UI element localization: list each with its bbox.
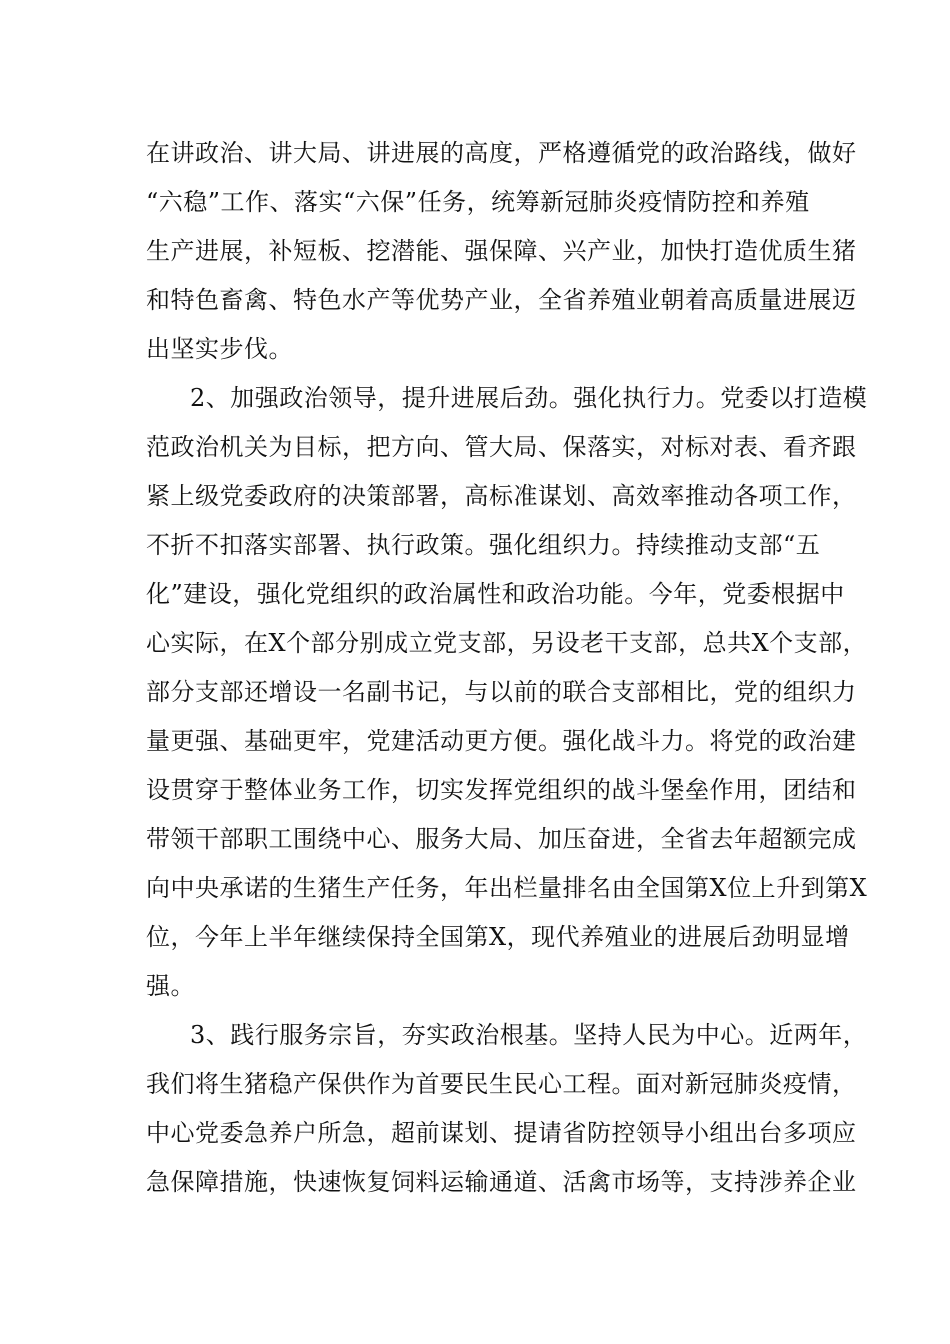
text-line: 强。 <box>146 972 195 1000</box>
text-line: 在讲政治、讲大局、讲进展的高度，严格遵循党的政治路线，做好 <box>146 139 857 167</box>
text-line: 范政治机关为目标，把方向、管大局、保落实，对标对表、看齐跟 <box>146 433 857 461</box>
text-line: 和特色畜禽、特色水产等优势产业，全省养殖业朝着高质量进展迈 <box>146 286 857 314</box>
text-line: 不折不扣落实部署、执行政策。强化组织力。持续推动支部“五 <box>146 531 821 559</box>
text-line: 急保障措施，快速恢复饲料运输通道、活禽市场等，支持涉养企业 <box>146 1168 857 1196</box>
text-line: 心实际，在X个部分别成立党支部，另设老干支部，总共X个支部， <box>146 629 868 657</box>
text-line: 化”建设，强化党组织的政治属性和政治功能。今年，党委根据中 <box>146 580 845 608</box>
text-line: 中心党委急养户所急，超前谋划、提请省防控领导小组出台多项应 <box>146 1119 857 1147</box>
paragraph-3-start: 3、践行服务宗旨，夯实政治根基。坚持人民为中心。近两年， <box>190 1021 868 1049</box>
text-line: 部分支部还增设一名副书记，与以前的联合支部相比，党的组织力 <box>146 678 857 706</box>
text-line: 带领干部职工围绕中心、服务大局、加压奋进，全省去年超额完成 <box>146 825 857 853</box>
paragraph-2-start: 2、加强政治领导，提升进展后劲。强化执行力。党委以打造模 <box>190 384 868 412</box>
text-line: 我们将生猪稳产保供作为首要民生民心工程。面对新冠肺炎疫情， <box>146 1070 857 1098</box>
text-line: “六稳”工作、落实“六保”任务，统筹新冠肺炎疫情防控和养殖 <box>146 188 810 216</box>
text-line: 量更强、基础更牢，党建活动更方便。强化战斗力。将党的政治建 <box>146 727 857 755</box>
text-line: 紧上级党委政府的决策部署，高标准谋划、高效率推动各项工作， <box>146 482 857 510</box>
text-line: 出坚实步伐。 <box>146 335 293 363</box>
text-line: 生产进展，补短板、挖潜能、强保障、兴产业，加快打造优质生猪 <box>146 237 857 265</box>
text-line: 设贯穿于整体业务工作，切实发挥党组织的战斗堡垒作用，团结和 <box>146 776 857 804</box>
text-line: 位，今年上半年继续保持全国第X，现代养殖业的进展后劲明显增 <box>146 923 850 951</box>
text-line: 向中央承诺的生猪生产任务，年出栏量排名由全国第X位上升到第X <box>146 874 868 902</box>
